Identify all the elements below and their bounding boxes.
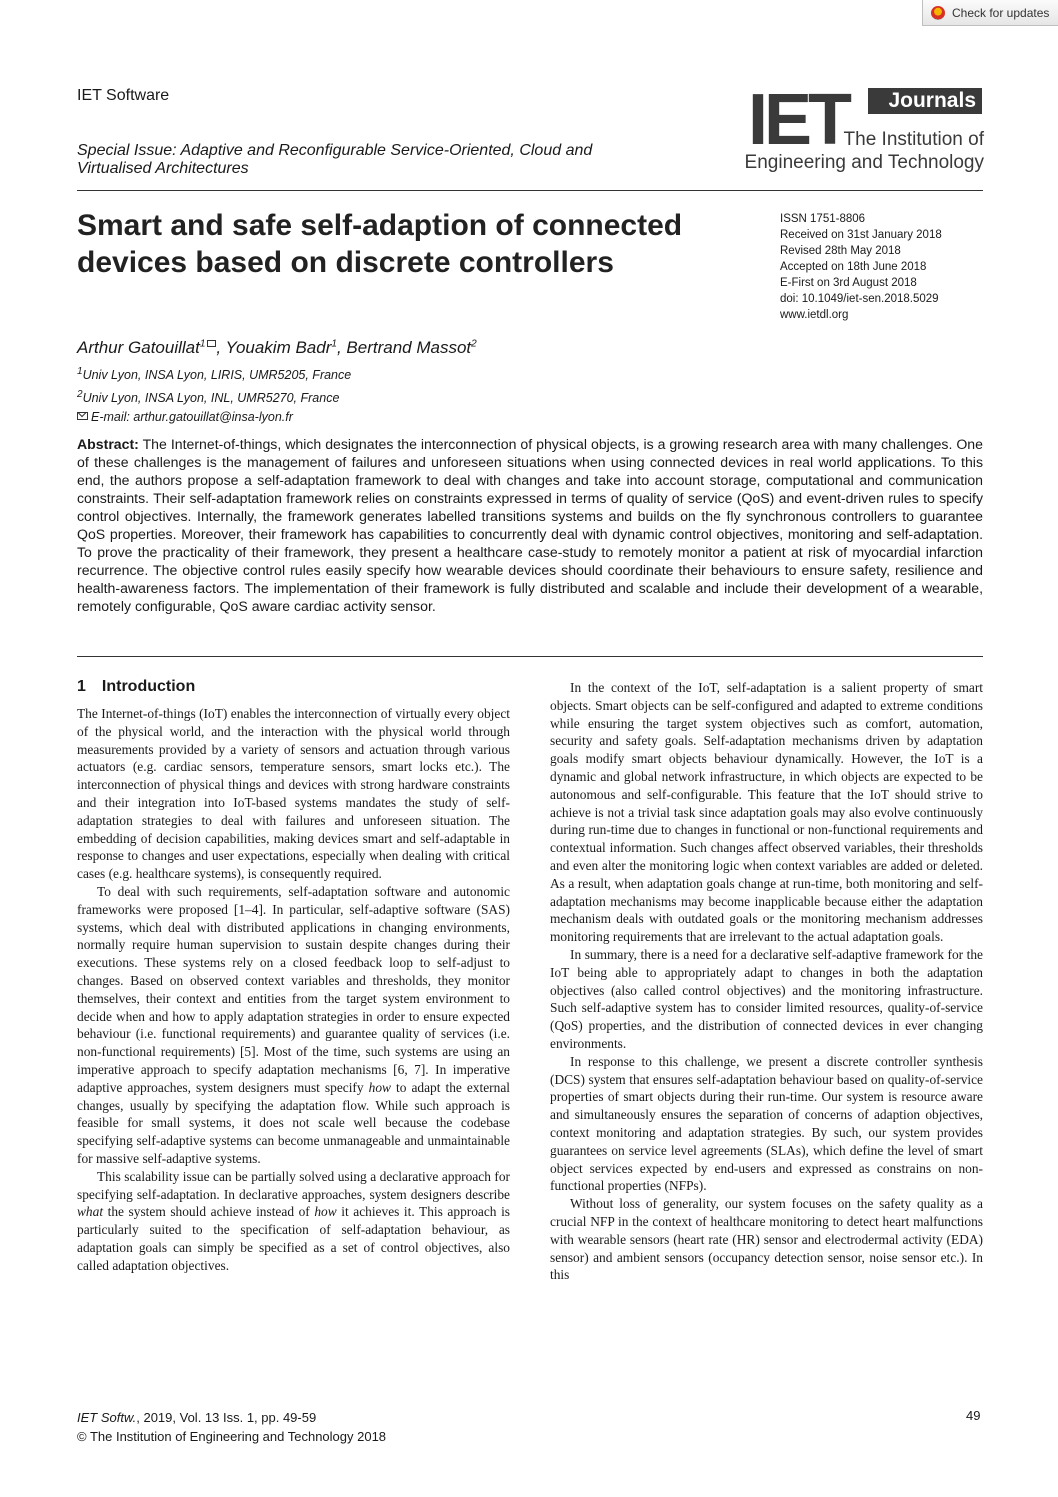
- institution-line-2: Engineering and Technology: [744, 152, 984, 173]
- check-for-updates-button[interactable]: [922, 0, 1058, 26]
- paper-title: Smart and safe self-adaption of connected devices based on discrete controllers: [77, 209, 683, 279]
- abstract-text: The Internet-of-things, which designates the interconnection of physical objects, is a growing research area with many challenges. One of these challenges is the management of failures and unforeseen situations when using connected devices in real world applications. To this end, the authors propose a self-adaptation framework to deal with changes and take into account storage, computational and communication constraints. Their self-adaptation framework relies on constraints expressed in terms of quality of service (QoS) and event-driven rules to specify control objectives. Internally, the framework generates labelled transitions systems and builds on the fly synchronous controllers to guarantee QoS properties. Moreover, their framework has capabilities to concurrently deal with dynamic control objectives, monitoring and self-adaptation. To prove the practicality of their framework, they present a healthcare case-study to remotely monitor a patient at risk of myocardial infarction recurrence. The objective control rules easily specify how wearable devices should coordinate their behaviours to ensure safety, resilience and health-awareness factors. The implementation of their framework is fully distributed and scalable and include their development of a wearable, remotely configurable, QoS aware cardiac activity sensor.: [77, 436, 983, 614]
- paragraph: Without loss of generality, our system focuses on the safety quality as a crucial NFP in the context of healthcare monitoring to detect heart malfunctions with wearable sensors (heart rate (HR) sensor and electrodermal activity (EDA) sensor) and ambient sensors (occupancy detection sensor, noise sensor etc.). In this: [550, 1196, 983, 1283]
- copyright: © The Institution of Engineering and Technology 2018: [77, 1429, 387, 1444]
- journals-badge: Journals: [868, 88, 982, 114]
- crossmark-icon: [931, 6, 945, 20]
- author-name: , Youakim Badr: [216, 338, 332, 357]
- author-name: , Bertrand Massot: [336, 338, 472, 357]
- revised-date: Revised 28th May 2018: [780, 245, 901, 257]
- affiliation-2: $^2$Univ Lyon, INSA Lyon, INL, UMR5270, France: [77, 389, 340, 406]
- right-column: [550, 679, 983, 1284]
- iet-logo-letters: IET: [748, 80, 849, 160]
- section-heading: 1 Introduction: [77, 678, 196, 695]
- website: www.ietdl.org: [780, 309, 849, 321]
- affiliations: [77, 362, 351, 427]
- header-divider: [77, 190, 983, 191]
- author-list: [77, 338, 477, 358]
- volume-pages: , 2019, Vol. 13 Iss. 1, pp. 49-59: [136, 1410, 317, 1425]
- paragraph: The Internet-of-things (IoT) enables the interconnection of virtually every object of the physical world, and the interaction with the physical world through measurements provided by a variety of sensors and actuation through various actuators (e.g. cardiac sensors, temperature sensors, smart locks etc.). The interconnection of physical things and devices with strong hardware constraints and their integration into IoT-based systems mandates the study of self-adaptation strategies to deal with failures and unforeseen situation. The embedding of decision capabilities, making devices smart and self-adaptable in response to changes and user expectations, especially when dealing with critical cases (e.g. healthcare systems), is consequently required.: [77, 706, 510, 882]
- issn: ISSN 1751-8806: [780, 213, 866, 225]
- journal-abbreviation: IET Softw.: [77, 1410, 137, 1425]
- author-affil-sup: 1: [199, 338, 206, 350]
- journal-name: IET Software: [77, 87, 170, 104]
- article-metadata: [780, 211, 942, 323]
- paragraph: In summary, there is a need for a declarative self-adaptive framework for the IoT being able to appropriately adapt to changes in both the adaptation objectives (also called control objectives) and the monitoring infrastructure. Such self-adaptive system has to consider limited resources, quality-of-service (QoS) properties, and the distribution of connected devices in ever changing environments.: [550, 946, 983, 1051]
- footer-citation: [77, 1408, 386, 1446]
- left-column: [77, 677, 510, 1275]
- author-affil-sup: 2: [471, 338, 477, 350]
- iet-journals-logo: [744, 80, 984, 178]
- author-name: Arthur Gatouillat: [77, 338, 200, 357]
- email-icon: [77, 412, 88, 420]
- accepted-date: Accepted on 18th June 2018: [780, 261, 927, 273]
- paragraph: In the context of the IoT, self-adaptation is a salient property of smart objects. Smart objects can be self-configured and adapted to extreme conditions while ensuring the target system objectives such as comfort, automation, security and safety goals. Self-adaptation mechanisms driven by adaptation goals modify smart objects behaviour dynamically. However, the IoT is a dynamic and global network infrastructure, in which objects are expected to be autonomous and self-configurable. This feature that the IoT should strive to achieve is not a trivial task since adaptation goals may also evolve continuously during run-time due to changes in functional or non-functional requirements and contextual information. Such changes affect observed variables, their thresholds and even alter the monitoring logic when context variables are added or deleted. As a result, when adaptation goals change at run-time, both monitoring and self-adaptation mechanisms may become inapplicable because either the adaptation mechanism deals with outdated goals or the monitoring mechanism addresses monitoring requirements that are irrelevant to the actual adaptation goals.: [550, 680, 983, 945]
- paragraph: To deal with such requirements, self-adaptation software and autonomic frameworks were proposed [1–4]. In particular, self-adaptive software (SAS) systems, which deal with distributed applications in changing environments, normally require human supervision to sustain despite changes during their executions. These systems rely on a closed feedback loop to self-adjust to changes. Based on observed context variables and thresholds, they monitor themselves, their context and entities from the target system environment to decide when and how to apply adaptation strategies in order to ensure expected behaviour (i.e. functional requirements) and guarantee quality of services (i.e. non-functional requirements) [5]. Most of the time, such systems are using an imperative approach to specify adaptation mechanisms [6, 7]. In imperative adaptive approaches, system designers must specify how to adapt the external changes, usually by specifying the adaptation flow. While such approach is feasible for small systems, it does not scale well because the codebase specifying self-adaptive systems can become unmanageable and unmaintainable for massive self-adaptive systems.: [77, 883, 510, 1166]
- special-issue: Special Issue: Adaptive and Reconfigurable Service-Oriented, Cloud and Virtualised Architectures: [77, 142, 593, 177]
- efirst-date: E-First on 3rd August 2018: [780, 277, 917, 289]
- author-affil-sup: 1: [331, 338, 337, 350]
- check-for-updates-label: Check for updates: [952, 5, 1050, 20]
- page-number: 49: [966, 1408, 981, 1423]
- abstract-label: Abstract:: [77, 436, 139, 452]
- email-line: [77, 408, 351, 427]
- abstract-divider: [77, 656, 983, 657]
- paragraph: In response to this challenge, we present a discrete controller synthesis (DCS) system that ensures self-adaptation behaviour based on quality-of-service properties of smart objects during their run-time. Our system is resource aware and simultaneously ensures the separation of concerns of adaption objectives, context monitoring and adaptation strategies. By such, our system provides guarantees on service level agreements (SLAs), which define the level of smart object services expected by end-users and expressed as constrains on non-functional properties (NFPs).: [550, 1053, 983, 1194]
- abstract: [77, 435, 983, 615]
- affiliation-1: $^1$Univ Lyon, INSA Lyon, LIRIS, UMR5205, France: [77, 366, 352, 383]
- received-date: Received on 31st January 2018: [780, 229, 942, 241]
- email-address[interactable]: E-mail: arthur.gatouillat@insa-lyon.fr: [91, 410, 293, 425]
- institution-line-1: The Institution of: [843, 129, 984, 150]
- paragraph: This scalability issue can be partially solved using a declarative approach for specifying self-adaptation. In declarative approaches, system designers describe what the system should achieve instead of how it achieves it. This approach is particularly suited to the specification of self-adaptation behaviour, as adaptation goals can simply be specified as a set of control objectives, also called adaptation objectives.: [77, 1168, 511, 1273]
- doi: doi: 10.1049/iet-sen.2018.5029: [780, 293, 939, 305]
